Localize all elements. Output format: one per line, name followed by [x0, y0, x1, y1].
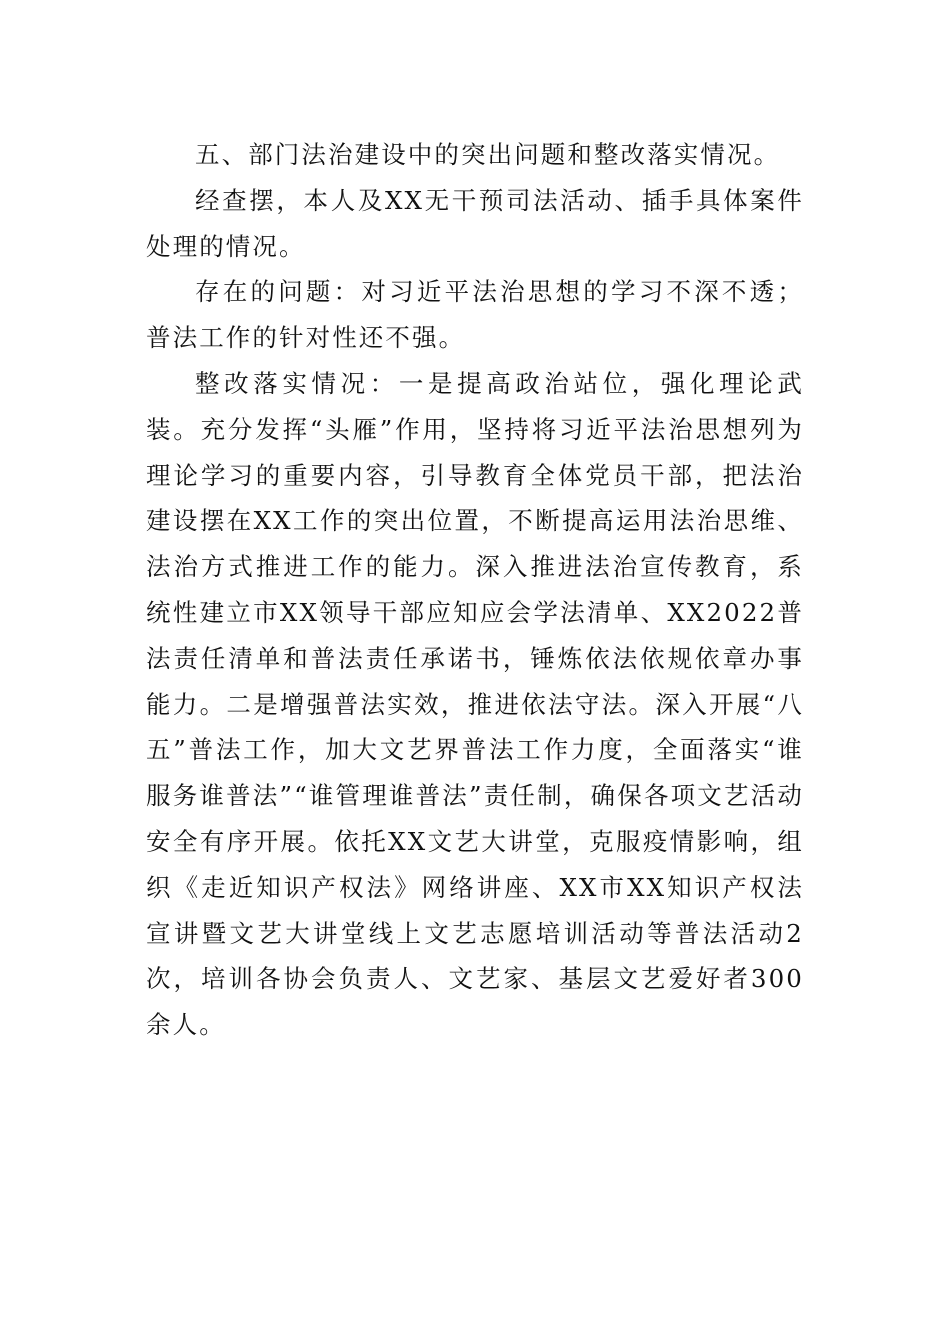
document-body — [146, 132, 804, 1048]
paragraph-investigation: 经查摆，本人及XX无干预司法活动、插手具体案件处理的情况。 — [146, 185, 804, 261]
paragraph-problems: 存在的问题：对习近平法治思想的学习不深不透；普法工作的针对性还不强。 — [146, 277, 804, 353]
section-heading: 五、部门法治建设中的突出问题和整改落实情况。 — [195, 140, 781, 169]
paragraph-rectification: 整改落实情况：一是提高政治站位，强化理论武装。充分发挥“头雁”作用，坚持将习近平法治思想列为理论学习的重要内容，引导教育全体党员干部，把法治建设摆在XX工作的突出位置，不断提高运用法治思维、法治方式推进工作的能力。深入推进法治宣传教育，系统性建立市XX领导干部应知应会学法清单、XX2022普法责任清单和普法责任承诺书，锤炼依法依规依章办事能力。二是增强普法实效，推进依法守法。深入开展“八五”普法工作，加大文艺界普法工作力度，全面落实“谁服务谁普法”“谁管理谁普法”责任制，确保各项文艺活动安全有序开展。依托XX文艺大讲堂，克服疫情影响，组织《走近知识产权法》网络讲座、XX市XX知识产权法宣讲暨文艺大讲堂线上文艺志愿培训活动等普法活动2次，培训各协会负责人、文艺家、基层文艺爱好者300余人。 — [146, 368, 804, 1040]
